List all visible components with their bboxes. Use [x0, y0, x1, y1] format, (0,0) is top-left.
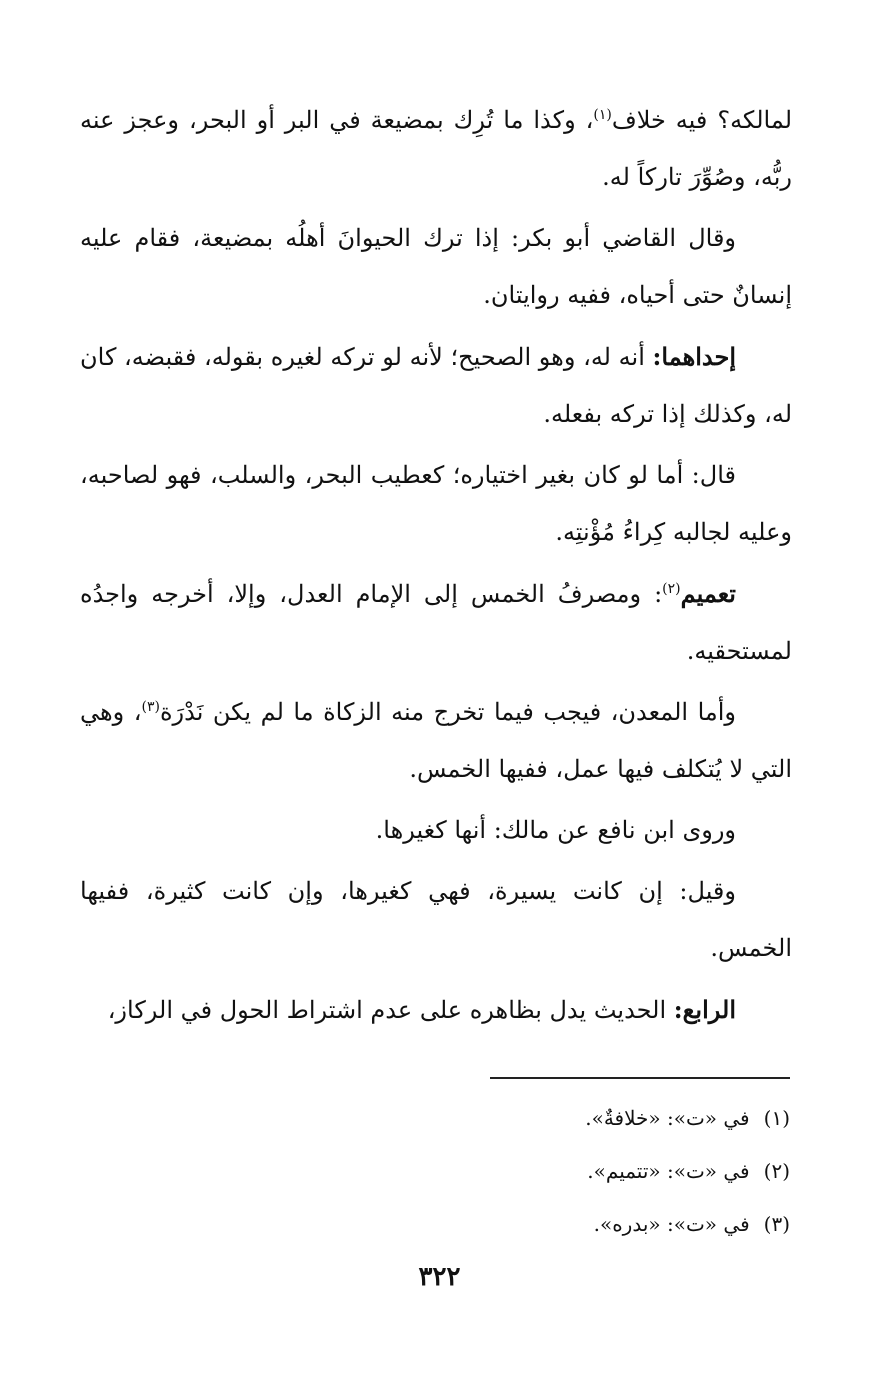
paragraph: [80, 981, 792, 1039]
paragraph: [80, 802, 792, 859]
paragraph-text: ، وهي التي لا يُتكلف فيها عمل، ففيها الخمس.: [80, 698, 792, 783]
footnote-1: [300, 1092, 790, 1145]
paragraph-text: وقال القاضي أبو بكر: إذا ترك الحيوانَ أهلُه بمضيعة، فقام عليه إنسانٌ حتى أحياه، ففيه روايتان.: [80, 224, 792, 309]
footnote-text: في «ت»: «خلافةٌ».: [585, 1106, 750, 1130]
footnote-number: (٣): [763, 1212, 790, 1236]
footnote-text: في «ت»: «تتميم».: [587, 1159, 750, 1183]
paragraph: [80, 447, 792, 561]
paragraph: [80, 210, 792, 324]
paragraph: [80, 684, 792, 798]
paragraph: [80, 328, 792, 443]
paragraph-text: وروى ابن نافع عن مالك: أنها كغيرها.: [375, 816, 736, 844]
footnote-ref: (٢): [662, 581, 681, 597]
paragraph-lead: إحداهما:: [652, 342, 737, 371]
footnote-number: (١): [763, 1106, 790, 1130]
footnote-text: في «ت»: «بدره».: [593, 1212, 750, 1236]
paragraph-text: قال: أما لو كان بغير اختياره؛ كعطيب البحر، والسلب، فهو لصاحبه، وعليه لجالبه كِراءُ مُؤْنتِه.: [80, 461, 792, 546]
paragraph-lead: الرابع:: [673, 995, 736, 1024]
footnote-ref: (٣): [141, 699, 160, 715]
paragraph-text: وقيل: إن كانت يسيرة، فهي كغيرها، وإن كانت كثيرة، ففيها الخمس.: [80, 877, 792, 962]
paragraph: [80, 565, 792, 680]
paragraph: [80, 863, 792, 977]
paragraph-text: وأما المعدن، فيجب فيما تخرج منه الزكاة ما لم يكن نَدْرَة: [159, 698, 737, 726]
paragraph-text: الحديث يدل بظاهره على عدم اشتراط الحول في الركاز،: [107, 996, 674, 1024]
footnote-2: [300, 1145, 790, 1198]
footnote-ref: (١): [593, 107, 612, 123]
page-number: ٣٢٢: [418, 1262, 461, 1292]
footnote-number: (٢): [763, 1159, 790, 1183]
paragraph-text: أنه له، وهو الصحيح؛ لأنه لو تركه لغيره بقوله، فقبضه، كان له، وكذلك إذا تركه بفعله.: [80, 343, 792, 428]
paragraph-text: : ومصرفُ الخمس إلى الإمام العدل، وإلا، أخرجه واجدُه لمستحقيه.: [80, 580, 792, 665]
footnotes: [300, 1092, 790, 1251]
paragraph-text: ، وكذا ما تُرِك بمضيعة في البر أو البحر، وعجز عنه ربُّه، وصُوِّرَ تاركاً له.: [80, 106, 792, 191]
footnote-divider: [490, 1077, 790, 1079]
paragraph-text: لمالكه؟ فيه خلاف: [611, 106, 793, 134]
paragraph-lead: تعميم: [680, 579, 736, 608]
main-text: [80, 92, 792, 1043]
paragraph: [80, 92, 792, 206]
footnote-3: [300, 1198, 790, 1251]
